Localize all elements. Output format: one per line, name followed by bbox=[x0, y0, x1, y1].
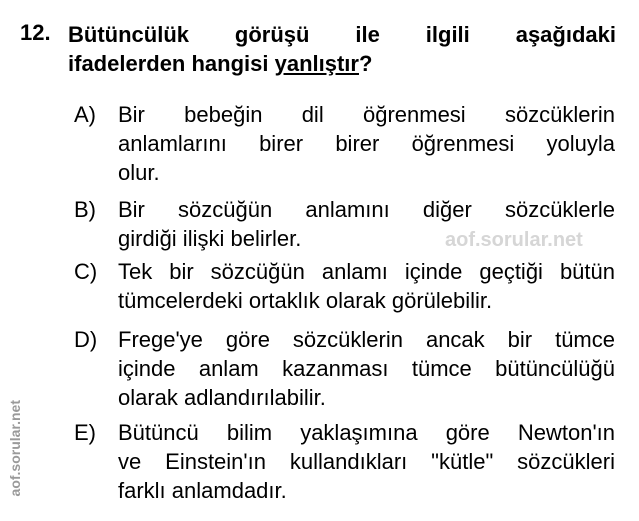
option-line: Tek bir sözcüğün anlamı içinde geçtiği bütün bbox=[118, 259, 615, 284]
option-line: girdiği ilişki belirler. bbox=[118, 226, 302, 251]
option-line: Bir bebeğin dil öğrenmesi sözcüklerin bbox=[118, 102, 615, 127]
option-line: Bütüncü bilim yaklaşımına göre Newton'ın bbox=[118, 420, 615, 445]
option-line: Bir sözcüğün anlamını diğer sözcüklerle bbox=[118, 197, 615, 222]
stem-line: Bütüncülük görüşü ile ilgili aşağıdaki bbox=[68, 22, 616, 47]
watermark-side: aof.sorular.net bbox=[7, 400, 23, 497]
option-line: Frege'ye göre sözcüklerin ancak bir tümce bbox=[118, 327, 615, 352]
stem-text: ifadelerden hangisi bbox=[68, 51, 275, 76]
option-label: E) bbox=[74, 420, 96, 445]
option-d[interactable] bbox=[0, 325, 639, 412]
option-label: D) bbox=[74, 327, 98, 352]
option-a[interactable] bbox=[0, 100, 639, 187]
watermark-diagonal: aof.sorular.net bbox=[445, 229, 583, 251]
option-label: A) bbox=[74, 102, 96, 127]
option-line: olur. bbox=[118, 160, 160, 185]
option-label: B) bbox=[74, 197, 96, 222]
stem-underlined: yanlıştır bbox=[274, 51, 359, 76]
option-c[interactable] bbox=[0, 257, 639, 315]
options-list bbox=[0, 100, 639, 505]
option-line: içinde anlam kazanması tümce bütüncülüğü bbox=[118, 356, 615, 381]
question-stem bbox=[68, 20, 616, 78]
option-line: farklı anlamdadır. bbox=[118, 478, 287, 503]
option-line: tümcelerdeki ortaklık olarak görülebilir. bbox=[118, 288, 493, 313]
stem-end: ? bbox=[358, 51, 373, 76]
option-line: olarak adlandırılabilir. bbox=[118, 385, 326, 410]
option-e[interactable] bbox=[0, 418, 639, 505]
option-line: ve Einstein'ın kullandıkları "kütle" sözcükleri bbox=[118, 449, 615, 474]
option-line: anlamlarını birer birer öğrenmesi yoluyla bbox=[118, 131, 615, 156]
option-label: C) bbox=[74, 259, 98, 284]
question-number: 12. bbox=[20, 20, 51, 45]
stem-line bbox=[68, 49, 616, 78]
